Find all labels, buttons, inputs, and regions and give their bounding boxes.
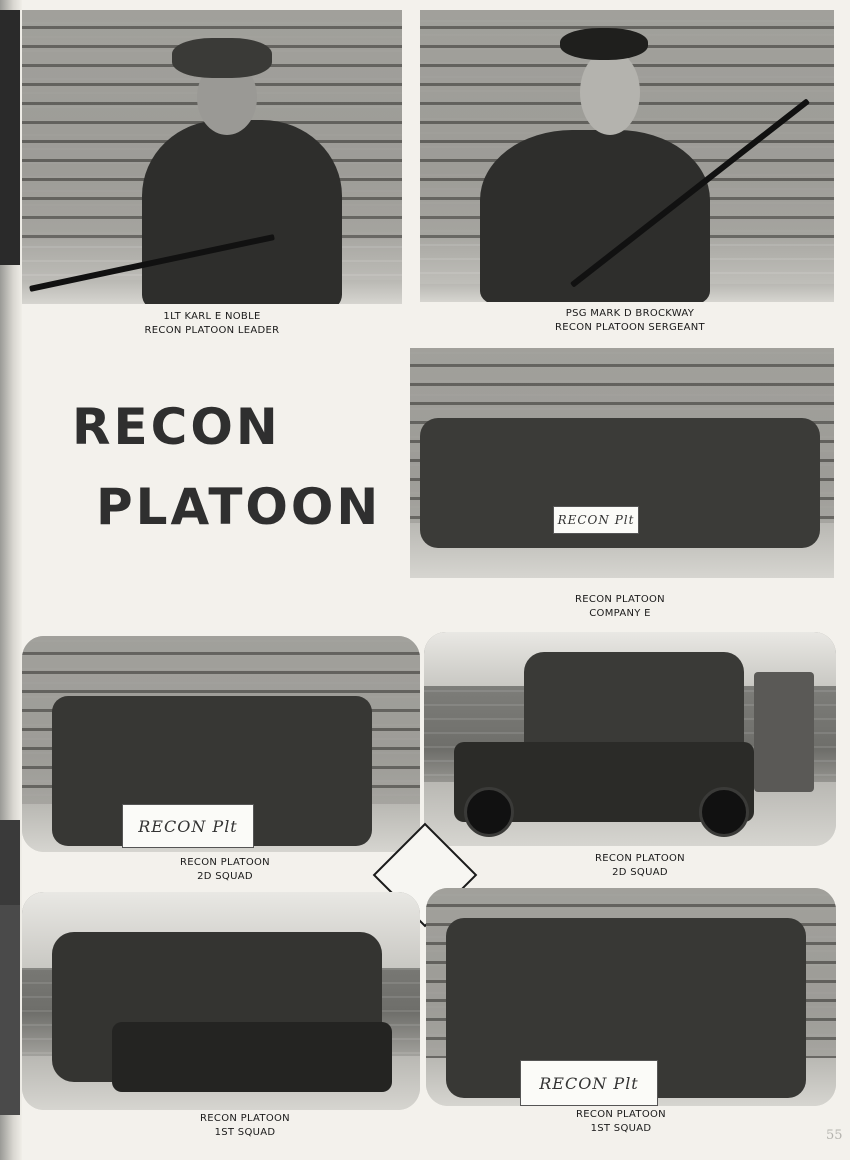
photo-1st-squad-group xyxy=(426,888,836,1106)
caption-subunit: 1ST SQUAD xyxy=(214,1127,276,1138)
caption-subunit: COMPANY E xyxy=(589,608,651,619)
caption-subunit: 1ST SQUAD xyxy=(590,1123,652,1134)
photo-platoon-leader xyxy=(22,10,402,304)
photo-2d-squad-jeep xyxy=(424,632,836,846)
caption-platoon-sergeant xyxy=(545,307,715,335)
page-title-line1: RECON xyxy=(72,398,281,456)
caption-unit: RECON PLATOON xyxy=(576,1109,666,1120)
boonie-hat xyxy=(172,38,272,78)
photo-company-group xyxy=(410,348,834,578)
soldier-head xyxy=(580,50,640,135)
adjacent-page-strip xyxy=(0,820,20,910)
caption-name: 1LT KARL E NOBLE xyxy=(163,311,261,322)
caption-subunit: 2D SQUAD xyxy=(612,867,668,878)
page-title-line2: PLATOON xyxy=(96,478,382,536)
caption-1st-squad-left xyxy=(190,1112,300,1140)
adjacent-page-strip xyxy=(0,10,20,265)
soldier-figure xyxy=(480,130,710,302)
jeep-wheel xyxy=(699,787,749,837)
caption-role: RECON PLATOON LEADER xyxy=(144,325,280,336)
soldier-figure xyxy=(142,120,342,304)
caption-name: PSG MARK D BROCKWAY xyxy=(565,308,695,319)
recon-plt-sign: RECON Plt xyxy=(553,506,639,534)
photo-platoon-sergeant xyxy=(420,10,834,302)
caption-company xyxy=(560,593,680,621)
recon-plt-sign: RECON Plt xyxy=(122,804,254,848)
adjacent-page-strip xyxy=(0,905,20,1115)
jeep-wheel xyxy=(464,787,514,837)
page-number: 55 xyxy=(826,1128,843,1143)
caption-unit: RECON PLATOON xyxy=(180,857,270,868)
caption-subunit: 2D SQUAD xyxy=(197,871,253,882)
photo-1st-squad-jeep xyxy=(22,892,420,1110)
caption-1st-squad-right xyxy=(566,1108,676,1136)
crate-stack xyxy=(754,672,814,792)
caption-2d-squad-right xyxy=(585,852,695,880)
caption-unit: RECON PLATOON xyxy=(575,594,665,605)
caption-unit: RECON PLATOON xyxy=(595,853,685,864)
caption-platoon-leader xyxy=(132,310,292,338)
jeep xyxy=(112,1022,392,1092)
beret xyxy=(560,28,648,60)
caption-role: RECON PLATOON SERGEANT xyxy=(555,322,705,333)
caption-unit: RECON PLATOON xyxy=(200,1113,290,1124)
photo-2d-squad-group xyxy=(22,636,420,852)
caption-2d-squad-left xyxy=(175,856,275,884)
recon-plt-sign: RECON Plt xyxy=(520,1060,658,1106)
